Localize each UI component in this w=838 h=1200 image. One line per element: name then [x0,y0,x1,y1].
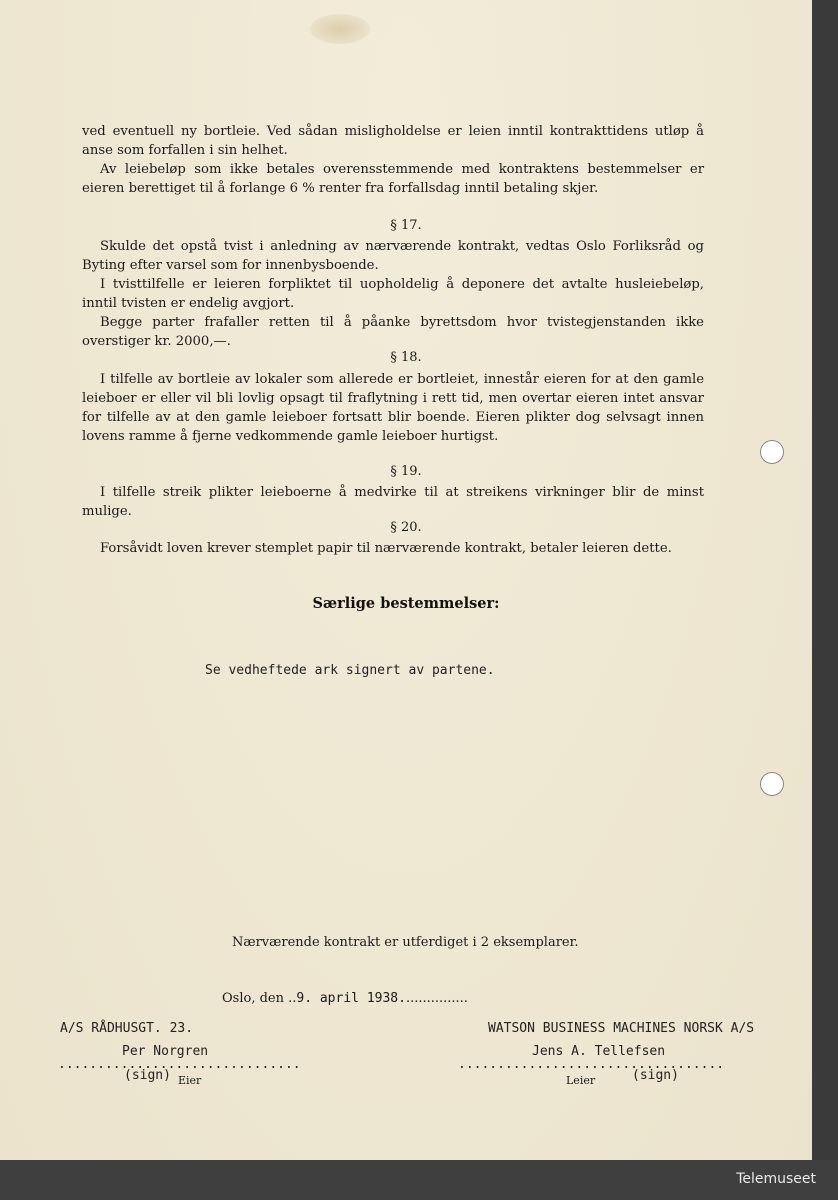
owner-name: Per Norgren [122,1044,209,1059]
special-provisions-text: Se vedheftede ark signert av partene. [205,663,495,678]
date-dots-right: ............... [405,991,468,1006]
date-value: 9. april 1938. [296,991,406,1006]
punch-hole-upper [760,440,784,464]
place-date-prefix: Oslo, den [222,991,284,1006]
paragraph-1: ved eventuell ny bortleie. Ved sådan misligholdelse er leien inntil kontrakttidens utløp å anse som forfallen i sin helhet. [82,124,704,158]
copies-statement: Nærværende kontrakt er utferdiget i 2 eksemplarer. [232,935,579,950]
special-provisions-heading: Særlige bestemmelser: [312,595,500,612]
owner-role-label: Eier [178,1074,202,1087]
tenant-signature-line: .................................. [458,1057,725,1072]
section-18-title: § 18. [390,350,422,365]
owner-company: A/S RÅDHUSGT. 23. [60,1021,194,1036]
telemuseet-watermark: Telemuseet [736,1171,816,1187]
section-20-paragraph-1: Forsåvidt loven krever stemplet papir til nærværende kontrakt, betaler leieren dette. [100,541,672,556]
section-18-paragraph-1: I tilfelle av bortleie av lokaler som allerede er bortleiet, innestår eieren for at den gamle leieboer er eller vil bli lovlig opsagt til fraflytning i rett tid, men overtar eieren intet ansvar for tilfelle av at den gamle leieboer fortsatt blir boende. Eieren plikter dog selvsagt innen lovens ramme å fjerne vedkommende gamle leieboer hurtigst. [82,372,704,444]
owner-sign-mark: (sign) [124,1068,171,1083]
stain-mark [310,14,370,44]
scan-background-strip [812,0,838,1160]
paragraph-2: Av leiebeløp som ikke betales overensstemmende med kontraktens bestemmelser er eieren berettiget til å forlange 6 % renter fra forfallsdag inntil betaling skjer. [82,162,704,196]
section-17-title: § 17. [390,218,422,233]
tenant-sign-mark: (sign) [632,1068,679,1083]
section-17-paragraph-1: Skulde det opstå tvist i anledning av nærværende kontrakt, vedtas Oslo Forliksråd og Byting efter varsel som for innenbysboende. [82,239,704,273]
punch-hole-lower [760,772,784,796]
section-19-title: § 19. [390,464,422,479]
footer-bar [0,1160,838,1200]
date-dots-left: .. [283,991,297,1006]
section-20-title: § 20. [390,520,422,535]
section-19-paragraph-1: I tilfelle streik plikter leieboerne å medvirke til at streikens virkninger blir de minst mulige. [82,485,704,519]
place-date-line [222,991,468,1006]
tenant-role-label: Leier [566,1074,596,1087]
owner-signature-line: ............................... [58,1057,301,1072]
tenant-company: WATSON BUSINESS MACHINES NORSK A/S [488,1021,755,1036]
section-17-paragraph-3: Begge parter frafaller retten til å påanke byrettsdom hvor tvistegjenstanden ikke overstiger kr. 2000,—. [82,315,704,349]
section-17-paragraph-2: I tvisttilfelle er leieren forpliktet til uopholdelig å deponere det avtalte husleiebeløp, inntil tvisten er endelig avgjort. [82,277,704,311]
tenant-name: Jens A. Tellefsen [532,1044,666,1059]
